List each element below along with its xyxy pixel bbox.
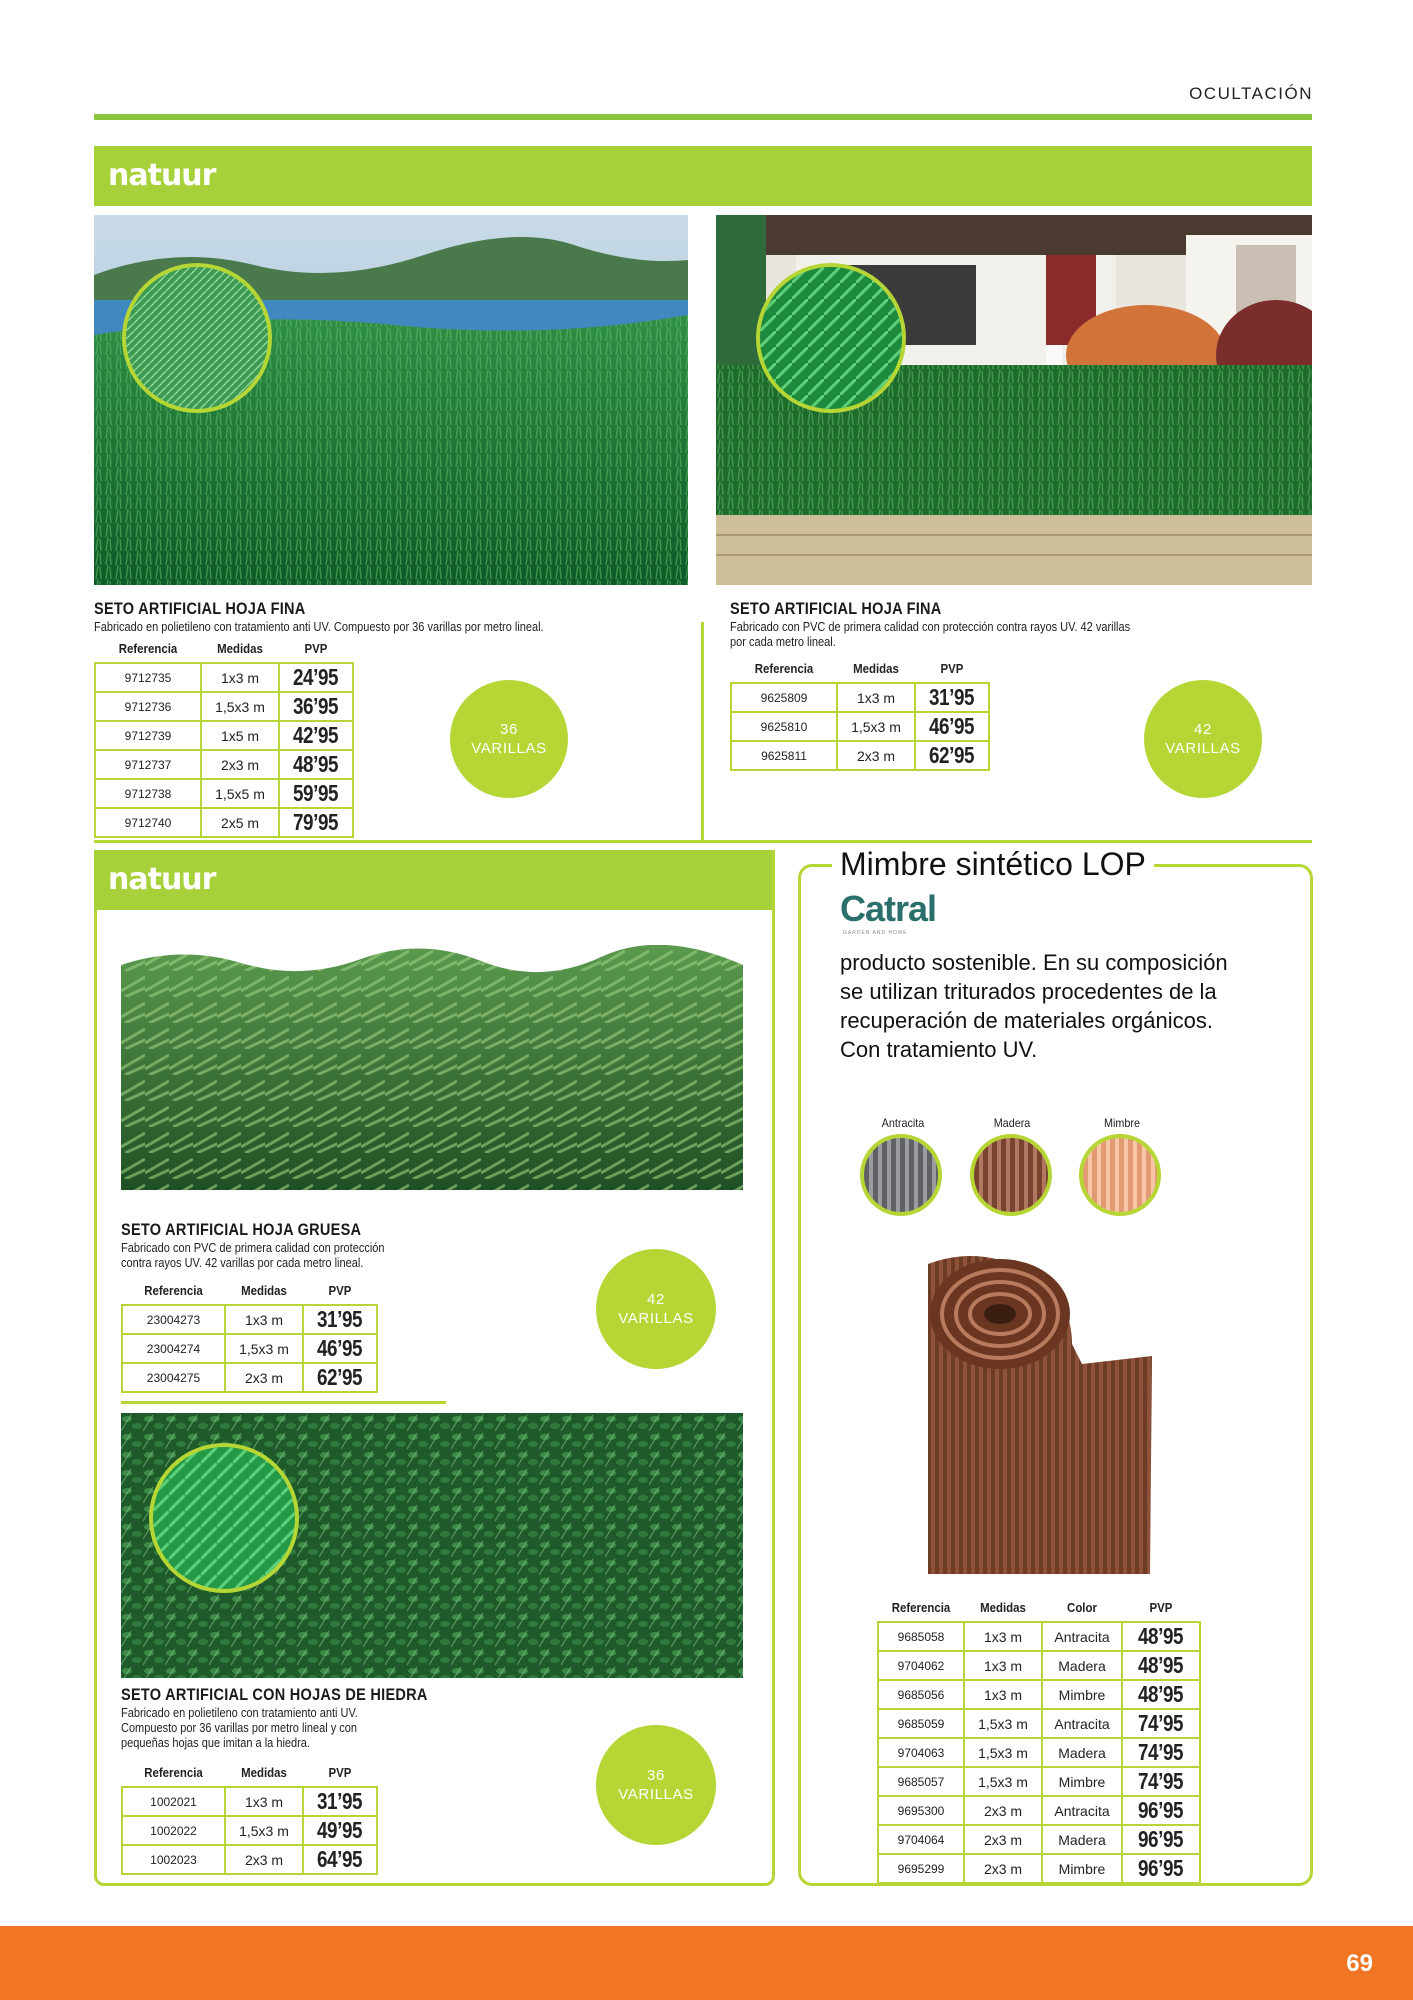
table-row: 1002021 1x3 m 31’95 <box>122 1787 377 1816</box>
price-table <box>730 661 990 771</box>
col-header-medidas: Medidas <box>241 1283 287 1298</box>
table-row: 9712735 1x3 m 24’95 <box>95 663 353 692</box>
col-header-ref: Referencia <box>144 1765 203 1780</box>
table-row: 9685057 1,5x3 m Mimbre 74’95 <box>878 1767 1200 1796</box>
swatch-antracita <box>860 1134 942 1216</box>
page-number: 69 <box>1346 1950 1373 1977</box>
ivy-hedge-photo <box>121 1413 743 1678</box>
col-header-medidas: Medidas <box>853 661 899 676</box>
swatch-madera <box>970 1134 1052 1216</box>
table-row: 9625811 2x3 m 62’95 <box>731 741 989 770</box>
table-row: 9704063 1,5x3 m Madera 74’95 <box>878 1738 1200 1767</box>
col-header-pvp: PVP <box>940 661 964 676</box>
leaf-detail-inset <box>149 1443 299 1593</box>
table-row: 9712740 2x5 m 79’95 <box>95 808 353 837</box>
natuur-logo: natuur <box>108 862 216 897</box>
leaf-detail-inset <box>756 263 906 413</box>
table-row: 9704062 1x3 m Madera 48’95 <box>878 1651 1200 1680</box>
col-header-ref: Referencia <box>754 661 814 676</box>
swatch-label: Antracita <box>881 1116 925 1130</box>
varillas-badge: 36 VARILLAS <box>450 680 568 798</box>
catral-logo: Catral <box>840 888 937 929</box>
product-title: SETO ARTIFICIAL CON HOJAS DE HIEDRA <box>121 1686 428 1704</box>
table-row: 9625810 1,5x3 m 46’95 <box>731 712 989 741</box>
product-divider <box>121 1401 446 1404</box>
varillas-badge: 36 VARILLAS <box>596 1725 716 1845</box>
col-header-pvp: PVP <box>328 1765 352 1780</box>
col-header-medidas: Medidas <box>241 1765 287 1780</box>
table-row: 9685056 1x3 m Mimbre 48’95 <box>878 1680 1200 1709</box>
mimbre-description: producto sostenible. En su composición se utilizan triturados procedentes de la recuperación de materiales orgánicos. Con tratamiento UV. <box>840 950 1228 1062</box>
table-row: 9712736 1,5x3 m 36’95 <box>95 692 353 721</box>
table-row: 9712739 1x5 m 42’95 <box>95 721 353 750</box>
table-row: 1002022 1,5x3 m 49’95 <box>122 1816 377 1845</box>
table-row: 9625809 1x3 m 31’95 <box>731 683 989 712</box>
table-row: 1002023 2x3 m 64’95 <box>122 1845 377 1874</box>
hedge-lake-photo <box>94 215 688 585</box>
table-row: 9704064 2x3 m Madera 96’95 <box>878 1825 1200 1854</box>
col-header-pvp: PVP <box>328 1283 352 1298</box>
table-row: 9712738 1,5x5 m 59’95 <box>95 779 353 808</box>
col-header-ref: Referencia <box>118 641 178 656</box>
top-rule <box>94 114 1312 120</box>
table-row: 23004275 2x3 m 62’95 <box>122 1363 377 1392</box>
product-title: SETO ARTIFICIAL HOJA FINA <box>730 600 942 618</box>
price-table <box>94 641 354 838</box>
table-row: 9685059 1,5x3 m Antracita 74’95 <box>878 1709 1200 1738</box>
mimbre-title: Mimbre sintético LOP <box>832 846 1154 883</box>
table-row: 9712737 2x3 m 48’95 <box>95 750 353 779</box>
col-header-color: Color <box>1067 1600 1097 1615</box>
col-header-medidas: Medidas <box>980 1600 1026 1615</box>
table-row: 9695299 2x3 m Mimbre 96’95 <box>878 1854 1200 1883</box>
product-description: Fabricado con PVC de primera calidad con protección contra rayos UV. 42 varillas por cada metro lineal. <box>730 620 1131 649</box>
product-title: SETO ARTIFICIAL HOJA GRUESA <box>121 1221 362 1239</box>
section-title: OCULTACIÓN <box>1189 84 1313 103</box>
column-divider <box>701 622 704 840</box>
swatch-mimbre <box>1079 1134 1161 1216</box>
price-table <box>121 1283 378 1393</box>
table-row: 23004273 1x3 m 31’95 <box>122 1305 377 1334</box>
natuur-banner-bottom <box>94 850 772 910</box>
col-header-pvp: PVP <box>304 641 328 656</box>
wicker-roll-photo <box>922 1244 1152 1574</box>
product-description: Fabricado en polietileno con tratamiento anti UV. Compuesto por 36 varillas por metro lineal y con pequeñas hojas que imitan a la hiedra. <box>121 1706 358 1750</box>
varillas-badge: 42 VARILLAS <box>596 1249 716 1369</box>
price-table <box>121 1765 378 1875</box>
col-header-pvp: PVP <box>1149 1600 1173 1615</box>
natuur-banner-top <box>94 146 1312 206</box>
product-title: SETO ARTIFICIAL HOJA FINA <box>94 600 306 618</box>
hedge-house-photo <box>716 215 1312 585</box>
varillas-badge: 42 VARILLAS <box>1144 680 1262 798</box>
table-row: 23004274 1,5x3 m 46’95 <box>122 1334 377 1363</box>
product-description: Fabricado en polietileno con tratamiento anti UV. Compuesto por 36 varillas por metro lineal. <box>94 620 544 634</box>
thick-hedge-photo <box>121 945 743 1190</box>
mimbre-price-table <box>877 1600 1201 1884</box>
table-row: 9695300 2x3 m Antracita 96’95 <box>878 1796 1200 1825</box>
col-header-ref: Referencia <box>891 1600 951 1615</box>
col-header-ref: Referencia <box>144 1283 203 1298</box>
catral-tagline: GARDEN AND HOME <box>843 930 908 936</box>
product-description: Fabricado con PVC de primera calidad con protección contra rayos UV. 42 varillas por cada metro lineal. <box>121 1241 385 1270</box>
col-header-medidas: Medidas <box>217 641 263 656</box>
table-row: 9685058 1x3 m Antracita 48’95 <box>878 1622 1200 1651</box>
swatch-label: Mimbre <box>1103 1116 1140 1130</box>
footer-bar <box>0 1926 1413 2000</box>
swatch-label: Madera <box>993 1116 1031 1130</box>
section-divider <box>94 840 1312 843</box>
leaf-detail-inset <box>122 263 272 413</box>
natuur-logo: natuur <box>108 158 216 193</box>
